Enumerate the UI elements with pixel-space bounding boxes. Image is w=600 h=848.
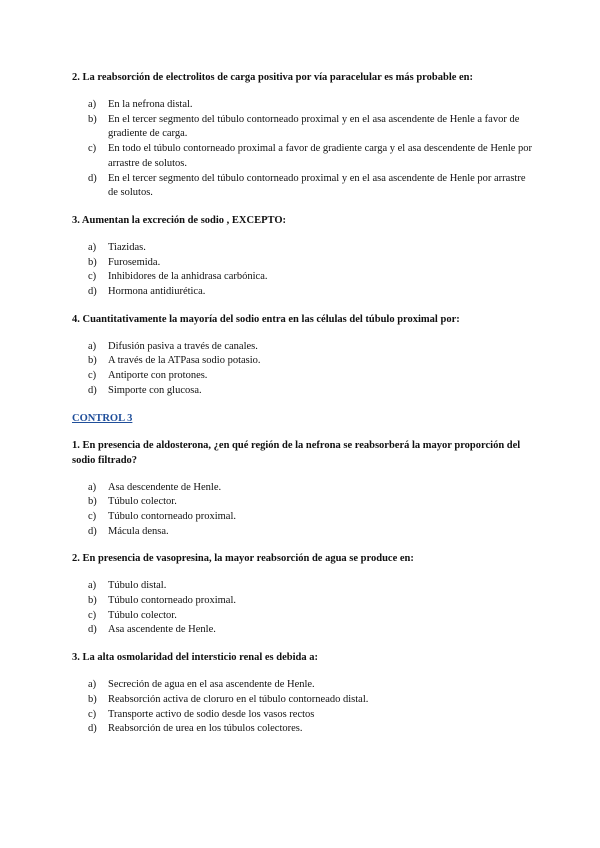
option-item bbox=[88, 270, 532, 285]
option-text: Transporte activo de sodio desde los vasos rectos bbox=[108, 708, 315, 720]
document-content bbox=[72, 70, 532, 749]
option-item bbox=[88, 495, 532, 510]
option-item bbox=[88, 678, 532, 693]
option-label: d) bbox=[88, 525, 97, 537]
option-label: b) bbox=[88, 256, 97, 268]
option-text: Túbulo contorneado proximal. bbox=[108, 510, 237, 522]
option-text: En el tercer segmento del túbulo contorneado proximal y en el asa ascendente de Henle a favor de gradiente de carga. bbox=[108, 113, 520, 140]
option-text: Túbulo colector. bbox=[108, 496, 177, 508]
option-list bbox=[88, 579, 532, 638]
option-label: a) bbox=[88, 241, 97, 253]
option-text: Túbulo contorneado proximal. bbox=[108, 595, 237, 607]
option-list bbox=[88, 678, 532, 737]
option-label: c) bbox=[88, 143, 97, 155]
option-label: a) bbox=[88, 580, 97, 592]
option-item bbox=[88, 609, 532, 624]
option-item bbox=[88, 98, 532, 113]
option-label: a) bbox=[88, 481, 97, 493]
option-label: c) bbox=[88, 609, 97, 621]
option-item bbox=[88, 113, 532, 142]
option-label: c) bbox=[88, 271, 97, 283]
option-item bbox=[88, 285, 532, 300]
question-block bbox=[72, 650, 532, 737]
option-label: d) bbox=[88, 624, 97, 636]
question-title: 4. Cuantitativamente la mayoría del sodio entra en las células del túbulo proximal por: bbox=[72, 313, 460, 325]
option-item bbox=[88, 256, 532, 271]
option-list bbox=[88, 340, 532, 399]
option-item bbox=[88, 340, 532, 355]
option-item bbox=[88, 142, 532, 171]
question-title: 1. En presencia de aldosterona, ¿en qué región de la nefrona se reabsorberá la mayor proporción del sodio filtrado? bbox=[72, 439, 521, 466]
option-item bbox=[88, 369, 532, 384]
option-item bbox=[88, 525, 532, 540]
option-text: En el tercer segmento del túbulo contorneado proximal y en el asa ascendente de Henle por arrastre de solutos. bbox=[108, 172, 526, 199]
option-text: Túbulo colector. bbox=[108, 609, 177, 621]
option-list bbox=[88, 481, 532, 540]
option-text: Antiporte con protones. bbox=[108, 370, 208, 382]
option-list bbox=[88, 98, 532, 201]
option-item bbox=[88, 481, 532, 496]
option-item bbox=[88, 510, 532, 525]
section-title: CONTROL 3 bbox=[72, 412, 133, 424]
option-item bbox=[88, 722, 532, 737]
option-label: d) bbox=[88, 384, 97, 396]
option-item bbox=[88, 708, 532, 723]
question-title: 3. Aumentan la excreción de sodio , EXCEPTO: bbox=[72, 214, 286, 226]
option-label: b) bbox=[88, 496, 97, 508]
option-label: d) bbox=[88, 723, 97, 735]
option-item bbox=[88, 172, 532, 201]
option-label: b) bbox=[88, 113, 97, 125]
option-text: Túbulo distal. bbox=[108, 580, 167, 592]
option-text: Asa ascendente de Henle. bbox=[108, 624, 216, 636]
option-text: Furosemida. bbox=[108, 256, 161, 268]
option-label: d) bbox=[88, 172, 97, 184]
question-title: 2. La reabsorción de electrolitos de carga positiva por vía paracelular es más probable en: bbox=[72, 72, 474, 83]
option-item bbox=[88, 594, 532, 609]
option-text: Hormona antidiurética. bbox=[108, 286, 206, 298]
option-label: b) bbox=[88, 595, 97, 607]
question-title: 2. En presencia de vasopresina, la mayor reabsorción de agua se produce en: bbox=[72, 553, 414, 565]
option-text: En todo el túbulo contorneado proximal a favor de gradiente carga y el asa descendente de Henle por arrastre de solutos. bbox=[108, 143, 533, 169]
option-label: c) bbox=[88, 370, 97, 382]
option-item bbox=[88, 579, 532, 594]
option-text: En la nefrona distal. bbox=[108, 99, 193, 110]
option-text: Simporte con glucosa. bbox=[108, 384, 202, 396]
option-text: Asa descendente de Henle. bbox=[108, 481, 222, 493]
option-label: b) bbox=[88, 693, 97, 705]
option-text: Inhibidores de la anhidrasa carbónica. bbox=[108, 271, 268, 283]
question-title: 3. La alta osmolaridad del intersticio renal es debida a: bbox=[72, 652, 318, 664]
option-item bbox=[88, 623, 532, 638]
question-block bbox=[72, 551, 532, 638]
option-item bbox=[88, 384, 532, 399]
question-block bbox=[72, 312, 532, 399]
option-text: A través de la ATPasa sodio potasio. bbox=[108, 355, 261, 367]
option-text: Mácula densa. bbox=[108, 525, 169, 537]
option-text: Secreción de agua en el asa ascendente de Henle. bbox=[108, 679, 315, 691]
option-text: Tiazidas. bbox=[108, 241, 146, 253]
question-block bbox=[72, 70, 532, 201]
option-label: a) bbox=[88, 99, 97, 110]
option-text: Reabsorción activa de cloruro en el túbulo contorneado distal. bbox=[108, 693, 369, 705]
question-block bbox=[72, 438, 532, 540]
option-label: c) bbox=[88, 510, 97, 522]
option-text: Reabsorción de urea en los túbulos colectores. bbox=[108, 723, 303, 735]
option-label: c) bbox=[88, 708, 97, 720]
option-list bbox=[88, 241, 532, 300]
option-item bbox=[88, 354, 532, 369]
option-label: a) bbox=[88, 340, 97, 352]
question-block bbox=[72, 213, 532, 300]
option-text: Difusión pasiva a través de canales. bbox=[108, 340, 258, 352]
option-item bbox=[88, 693, 532, 708]
option-label: b) bbox=[88, 355, 97, 367]
option-item bbox=[88, 241, 532, 256]
option-label: d) bbox=[88, 286, 97, 298]
option-label: a) bbox=[88, 679, 97, 691]
